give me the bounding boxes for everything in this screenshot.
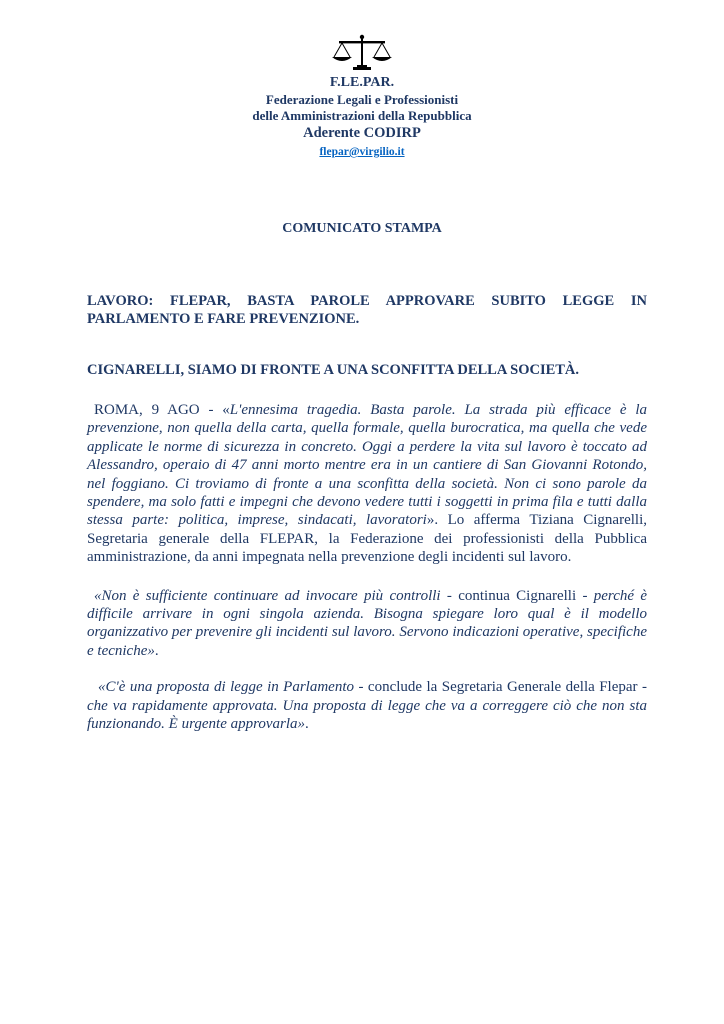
org-adherence: Aderente CODIRP [303,125,421,141]
org-name-line-2: delle Amministrazioni della Repubblica [252,108,472,123]
document-type-title: COMUNICATO STAMPA [282,221,442,236]
press-release-body [87,292,647,734]
email-link[interactable]: flepar@virgilio.it [319,146,405,158]
paragraph-3 [87,678,647,733]
headline-secondary: CIGNARELLI, SIAMO DI FRONTE A UNA SCONFITTA DELLA SOCIETÀ. [87,362,580,378]
headline-primary: LAVORO: FLEPAR, BASTA PAROLE APPROVARE SUBITO LEGGE IN PARLAMENTO E FARE PREVENZIONE. [87,293,647,327]
attribution: - continua Cignarelli - [440,587,594,604]
dateline: ROMA, 9 AGO - « [94,402,230,418]
letterhead [0,34,724,160]
punctuation: . [305,716,309,733]
quote: «C'è una proposta di legge in Parlamento [98,679,355,696]
paragraph-1 [87,401,647,567]
quote: perché è difficile arrivare in ogni singola azienda. Bisogna spiegare loro qual è il modello organizzativo per prevenire gli incidenti sul lavoro. Servono indicazioni operative, specifiche e tecniche» [87,587,647,659]
punctuation: . [154,642,159,659]
quote: L'ennesima tragedia. Basta parole. La strada più efficace è la prevenzione, non quella della carta, quella formale, quella burocratica, ma quella che vede applicate le norme di sicurezza in concreto. Oggi a perdere la vita sul lavoro è toccato ad Alessandro, operaio di 47 anni morto mentre era in un cantiere di San Giovanni Rotondo, nel foggiano. Ci troviamo di fronte a una sconfitta della società. Non ci sono parole da spendere, ma solo fatti e impegni che devono vedere tutti i soggetti in prima fila e tutti dalla stessa parte: politica, imprese, sindacati, lavoratori [87,402,647,529]
scales-of-justice-icon [331,34,393,72]
paragraph-2 [87,587,647,661]
quote: «Non è sufficiente continuare ad invocare più controlli [94,587,441,604]
org-abbreviation: F.LE.PAR. [329,75,395,90]
quote: che va rapidamente approvata. Una proposta di legge che va a correggere ciò che non sta funzionando. È urgente approvarla» [87,697,647,733]
attribution: - conclude la Segretaria Generale della Flepar - [354,679,647,696]
org-name-line-1: Federazione Legali e Professionisti [265,92,459,107]
attribution: ». Lo afferma Tiziana Cignarelli, Segretaria generale della FLEPAR, la Federazione dei professionisti della Pubblica amministrazione, da anni impegnata nella prevenzione degli incidenti sul lavoro. [87,512,647,566]
